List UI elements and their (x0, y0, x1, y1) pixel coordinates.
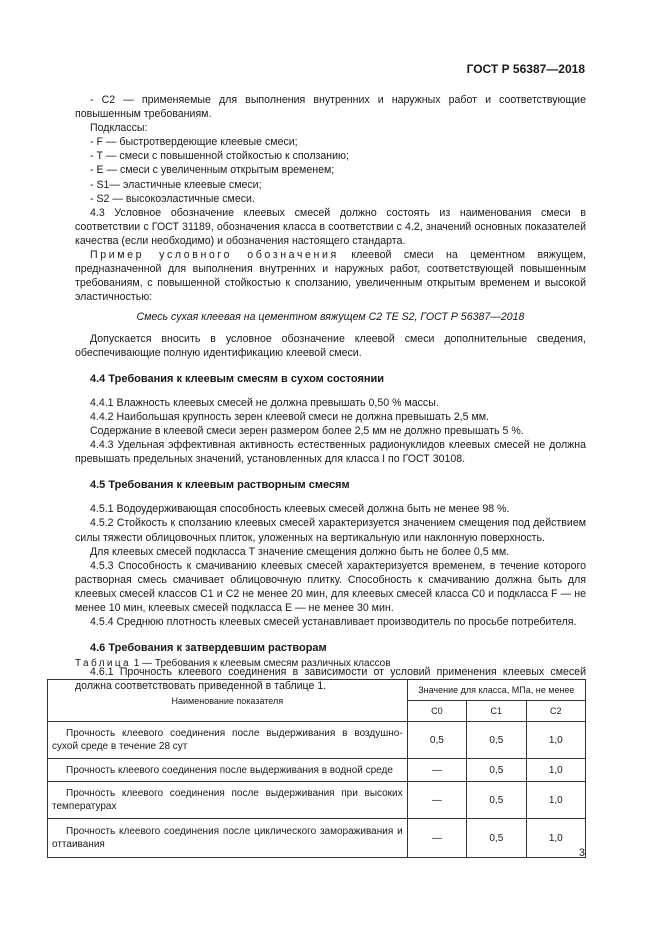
paragraph-4-5-3: 4.5.3 Способность к смачиванию клеевых смесей характеризуется временем, в течение которого растворная смесь смачивает облицовочную плитку. Способность к смачиванию должна быть для клеевых смесей классов С1 и С2 не менее 20 мин, для клеевых смесей класса С0 и подкласса F — не менее 10 мин, клеевых смесей подкласса Е — не менее 30 мин. (75, 559, 586, 614)
table-row (48, 759, 586, 782)
section-heading-4-6: 4.6 Требования к затвердевшим растворам (90, 642, 327, 655)
value-c1: 0,5 (467, 759, 526, 782)
value-c0: — (407, 819, 466, 858)
class-header-c2: С2 (526, 701, 585, 722)
value-c0: 0,5 (407, 722, 466, 759)
table-row (48, 782, 586, 819)
requirements-table (47, 679, 586, 858)
subclass-item: - F — быстротвердеющие клеевые смеси; (90, 136, 298, 149)
section-heading-4-4: 4.4 Требования к клеевым смесям в сухом состоянии (90, 372, 385, 385)
paragraph-c2: - С2 — применяемые для выполнения внутренних и наружных работ и соответствующие повышенным требованиям. (75, 94, 586, 121)
paragraph-allowed: Допускается вносить в условное обозначение клеевой смеси дополнительные сведения, обеспечивающие полную идентификацию клеевой смеси. (75, 332, 586, 359)
paragraph-4-4-2b: Содержание в клеевой смеси зерен размером более 2,5 мм не должно превышать 5 %. (90, 424, 524, 437)
row-name: Прочность клеевого соединения после выдерживания в водной среде (48, 759, 408, 782)
class-header-c0: С0 (407, 701, 466, 722)
paragraph-4-4-3: 4.4.3 Удельная эффективная активность естественных радионуклидов клеевых смесей не должна превышать предельных значений, установленных для класса I по ГОСТ 30108. (75, 439, 586, 466)
paragraph-4-3: 4.3 Условное обозначение клеевых смесей должно состоять из наименования смеси в соответствии с ГОСТ 31189, обозначения класса в соответствии с 4.2, значений основных показателей качества (если необходимо) и обозначения настоящего стандарта. (75, 206, 586, 247)
value-c1: 0,5 (467, 819, 526, 858)
class-header-c1: С1 (467, 701, 526, 722)
example-label: Пример условного обозначения (90, 249, 339, 262)
row-name: Прочность клеевого соединения после циклического замораживания и оттаивания (48, 819, 408, 858)
table-header-row (48, 680, 586, 701)
subclasses-title: Подклассы: (90, 122, 148, 135)
paragraph-4-6-1: 4.6.1 Прочность клеевого соединения в зависимости от условий применения клеевых смесей должна соответствовать приведенной в таблице 1. (75, 666, 586, 693)
column-header-name: Наименование показателя (48, 680, 408, 722)
paragraph-example (75, 248, 586, 304)
subclass-item: - S1— эластичные клеевые смеси; (90, 178, 262, 191)
table-row (48, 722, 586, 759)
table-caption-text: 1 — Требования к клеевым смесям различных классов (131, 658, 391, 669)
subclass-item: - Т — смеси с повышенной стойкостью к сползанию; (90, 150, 349, 163)
main-text (75, 93, 586, 693)
example-designation: Смесь сухая клеевая на цементном вяжущем С2 ТЕ S2, ГОСТ Р 56387—2018 (136, 311, 525, 324)
table-caption-label: Таблица (75, 658, 132, 669)
paragraph-4-4-2: 4.4.2 Наибольшая крупность зерен клеевой смеси не должна превышать 2,5 мм. (90, 410, 489, 423)
table-row (48, 819, 586, 858)
example-text: клеевой смеси на цементном вяжущем, предназначенной для выполнения внутренних и наружных работ, соответствующей повышенным требованиям, с повышенной стойкостью к сползанию, увеличенным открытым временем и высокой эластичностью: (75, 249, 586, 304)
paragraph-4-5-2b: Для клеевых смесей подкласса Т значение смещения должно быть не более 0,5 мм. (90, 545, 510, 558)
value-c1: 0,5 (467, 782, 526, 819)
section-heading-4-5: 4.5 Требования к клеевым растворным смесям (90, 479, 350, 492)
value-c0: — (407, 782, 466, 819)
value-c2: 1,0 (526, 782, 585, 819)
paragraph-4-5-1: 4.5.1 Водоудерживающая способность клеевых смесей должна быть не менее 98 %. (90, 503, 510, 516)
document-id: ГОСТ Р 56387—2018 (466, 62, 585, 76)
page-number: 3 (578, 847, 585, 859)
column-header-value: Значение для класса, МПа, не менее (407, 680, 585, 701)
paragraph-4-5-4: 4.5.4 Среднюю плотность клеевых смесей устанавливает производитель по просьбе потребителя. (90, 616, 577, 629)
value-c1: 0,5 (467, 722, 526, 759)
value-c2: 1,0 (526, 819, 585, 858)
value-c0: — (407, 759, 466, 782)
table-caption (75, 658, 391, 669)
row-name: Прочность клеевого соединения после выдерживания в воздушно-сухой среде в течение 28 сут (48, 722, 408, 759)
row-name: Прочность клеевого соединения после выдерживания при высоких температурах (48, 782, 408, 819)
subclass-item: - Е — смеси с увеличенным открытым временем; (90, 164, 335, 177)
value-c2: 1,0 (526, 759, 585, 782)
subclass-item: - S2 — высокоэластичные смеси. (90, 192, 255, 205)
paragraph-4-5-2: 4.5.2 Стойкость к сползанию клеевых смесей характеризуется значением смещения под действием силы тяжести облицовочных плиток, уложенных на вертикальную или наклонную поверхность. (75, 517, 586, 544)
paragraph-4-4-1: 4.4.1 Влажность клеевых смесей не должна превышать 0,50 % массы. (90, 396, 439, 409)
value-c2: 1,0 (526, 722, 585, 759)
